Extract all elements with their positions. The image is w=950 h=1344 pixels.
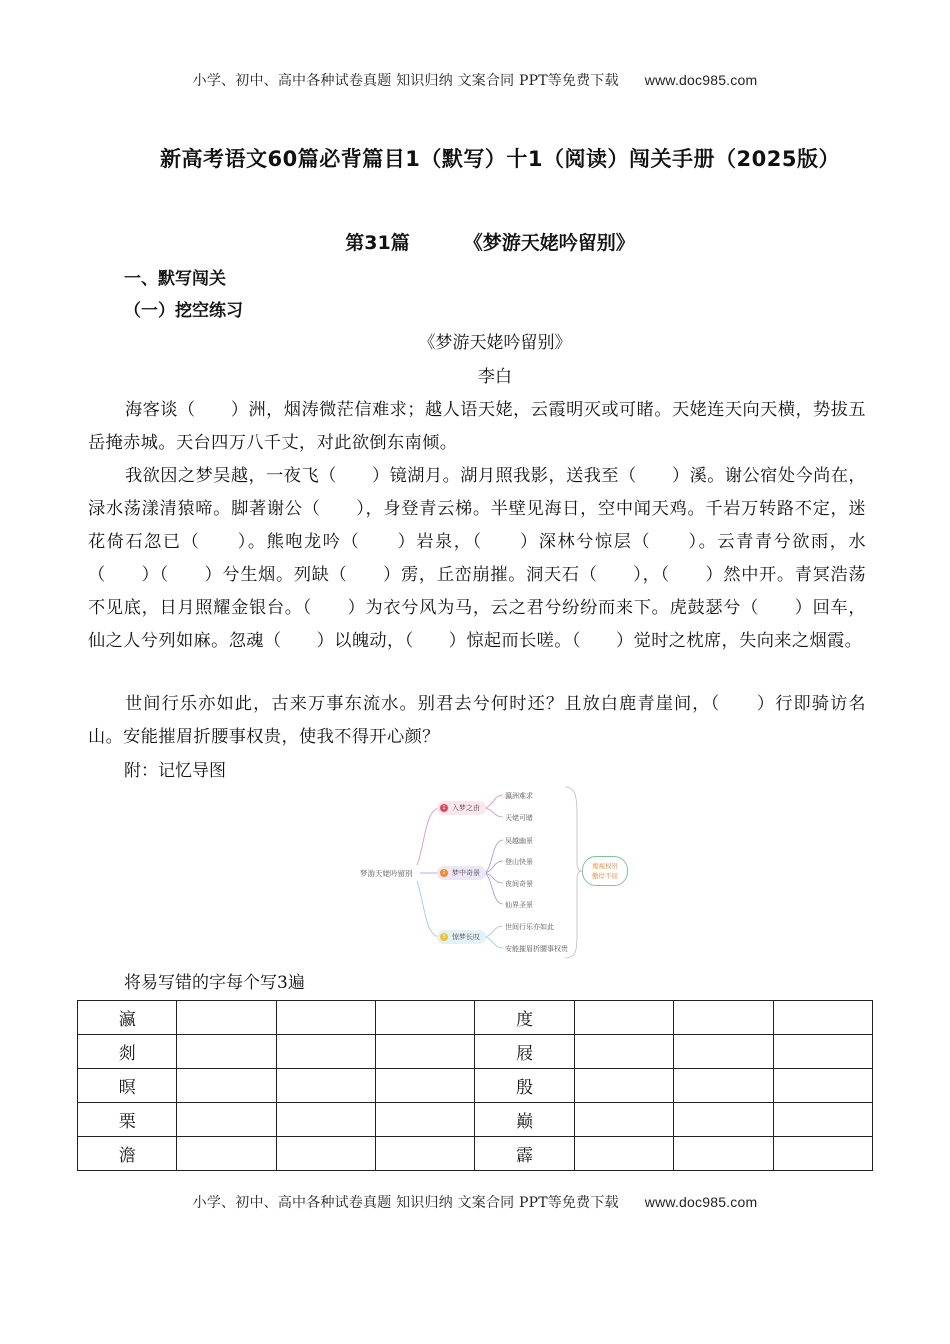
- practice-cell[interactable]: [177, 1103, 276, 1137]
- practice-cell[interactable]: [674, 1103, 773, 1137]
- practice-cell[interactable]: [773, 1103, 872, 1137]
- practice-cell[interactable]: [574, 1069, 673, 1103]
- mind-map-leaf: 吴越幽景: [505, 837, 533, 845]
- mind-map-leaf: 安能摧眉折腰事权贵: [505, 945, 568, 953]
- mind-map-leaf: 登山快景: [505, 858, 533, 866]
- mind-map-leaf: 天姥可睹: [505, 814, 533, 822]
- practice-cell[interactable]: [177, 1069, 276, 1103]
- number-badge-icon: 1: [440, 804, 448, 812]
- section-heading-fill-blank: （一）挖空练习: [124, 301, 243, 321]
- mind-map-branch-3: [437, 930, 486, 944]
- footer-text: 小学、初中、高中各种试卷真题 知识归纳 文案合同 PPT等免费下载: [192, 1195, 619, 1211]
- poem-paragraph-2: 我欲因之梦吴越，一夜飞（ ）镜湖月。湖月照我影，送我至（ ）溪。谢公宿处今尚在，渌水荡漾清猿啼。脚著谢公（ ），身登青云梯。半壁见海日，空中闻天鸡。千岩万转路不定，迷花倚石忽已（ ）。熊咆龙吟（ ）岩泉，（ ）深林兮惊层（ ）。云青青兮欲雨，水（ ）（ ）兮生烟。列缺（ ）雳，丘峦崩摧。洞天石（ ），（ ）然中开。青冥浩荡不见底，日月照耀金银台。（ ）为衣兮风为马，云之君兮纷纷而来下。虎鼓瑟兮（ ）回车，仙之人兮列如麻。忽魂（ ）以魄动，（ ）惊起而长嗟。（ ）觉时之枕席，失向来之烟霞。: [88, 466, 866, 651]
- article-name: 《梦游天姥吟留别》: [463, 232, 635, 254]
- mind-map-leaf: 瀛洲难求: [505, 792, 533, 800]
- practice-cell[interactable]: [276, 1137, 375, 1171]
- number-badge-icon: 2: [440, 869, 448, 877]
- header-text: 小学、初中、高中各种试卷真题 知识归纳 文案合同 PPT等免费下载: [192, 73, 619, 89]
- practice-cell[interactable]: [674, 1137, 773, 1171]
- practice-cell[interactable]: [376, 1103, 475, 1137]
- poem-paragraph-3: 世间行乐亦如此，古来万事东流水。别君去兮何时还？且放白鹿青崖间，（ ）行即骑访名山。安能摧眉折腰事权贵，使我不得开心颜？: [88, 694, 866, 747]
- page-header: [0, 70, 950, 90]
- branch-label: 惊梦长叹: [452, 933, 480, 941]
- header-url[interactable]: www.doc985.com: [644, 72, 758, 88]
- practice-cell[interactable]: [773, 1035, 872, 1069]
- table-row: [78, 1001, 873, 1035]
- practice-cell[interactable]: [376, 1069, 475, 1103]
- practice-character: 巅: [475, 1103, 574, 1137]
- table-row: [78, 1069, 873, 1103]
- summary-line: 傲岸不屈: [592, 872, 618, 880]
- practice-cell[interactable]: [574, 1035, 673, 1069]
- poem-title: 《梦游天姥吟留别》: [418, 333, 572, 353]
- mind-map-leaf: 仙界圣景: [505, 901, 533, 909]
- practice-cell[interactable]: [177, 1001, 276, 1035]
- practice-character: 屐: [475, 1035, 574, 1069]
- practice-cell[interactable]: [773, 1137, 872, 1171]
- practice-cell[interactable]: [276, 1001, 375, 1035]
- table-caption: 将易写错的字每个写3遍: [124, 973, 305, 993]
- branch-label: 梦中奇景: [452, 869, 480, 877]
- practice-cell[interactable]: [276, 1035, 375, 1069]
- mind-map-leaf: 世间行乐亦如此: [505, 923, 554, 931]
- practice-character: 暝: [78, 1069, 177, 1103]
- practice-cell[interactable]: [276, 1069, 375, 1103]
- practice-character: 澹: [78, 1137, 177, 1171]
- page-footer: [0, 1192, 950, 1212]
- practice-character: 殷: [475, 1069, 574, 1103]
- practice-cell[interactable]: [376, 1001, 475, 1035]
- mind-map-summary: [582, 856, 628, 886]
- practice-cell[interactable]: [574, 1137, 673, 1171]
- practice-character: 霹: [475, 1137, 574, 1171]
- footer-url[interactable]: www.doc985.com: [644, 1194, 758, 1210]
- number-badge-icon: 3: [440, 933, 448, 941]
- table-row: [78, 1035, 873, 1069]
- practice-cell[interactable]: [773, 1069, 872, 1103]
- practice-character: 瀛: [78, 1001, 177, 1035]
- document-title: 新高考语文60篇必背篇目1（默写）十1（阅读）闯关手册（2025版）: [160, 147, 840, 171]
- practice-cell[interactable]: [674, 1001, 773, 1035]
- article-number: 第31篇: [345, 232, 410, 254]
- poem-author: 李白: [478, 367, 512, 387]
- table-row: [78, 1103, 873, 1137]
- practice-cell[interactable]: [376, 1137, 475, 1171]
- poem-paragraph-1: 海客谈（ ）洲，烟涛微茫信难求；越人语天姥，云霞明灭或可睹。天姥连天向天横，势拔五岳掩赤城。天台四万八千丈，对此欲倒东南倾。: [88, 400, 866, 453]
- practice-character: 度: [475, 1001, 574, 1035]
- article-subtitle: [0, 228, 950, 255]
- practice-cell[interactable]: [674, 1069, 773, 1103]
- practice-cell[interactable]: [376, 1035, 475, 1069]
- practice-cell[interactable]: [177, 1035, 276, 1069]
- mind-map: [355, 785, 618, 960]
- mind-map-branch-2: [437, 866, 486, 880]
- practice-cell[interactable]: [674, 1035, 773, 1069]
- practice-cell[interactable]: [574, 1103, 673, 1137]
- table-row: [78, 1137, 873, 1171]
- summary-line: 蔑视权贵: [592, 862, 618, 870]
- practice-cell[interactable]: [574, 1001, 673, 1035]
- appendix-label: 附：记忆导图: [124, 761, 226, 781]
- branch-label: 入梦之由: [452, 804, 480, 812]
- practice-cell[interactable]: [276, 1103, 375, 1137]
- mind-map-root: 梦游天姥吟留别: [360, 869, 413, 878]
- practice-cell[interactable]: [773, 1001, 872, 1035]
- mind-map-branch-1: [437, 801, 486, 815]
- practice-cell[interactable]: [177, 1137, 276, 1171]
- practice-character: 剡: [78, 1035, 177, 1069]
- character-practice-table: [77, 1000, 873, 1171]
- mind-map-leaf: 夜间奇景: [505, 880, 533, 888]
- section-heading-dictation: 一、默写闯关: [124, 269, 226, 289]
- practice-character: 栗: [78, 1103, 177, 1137]
